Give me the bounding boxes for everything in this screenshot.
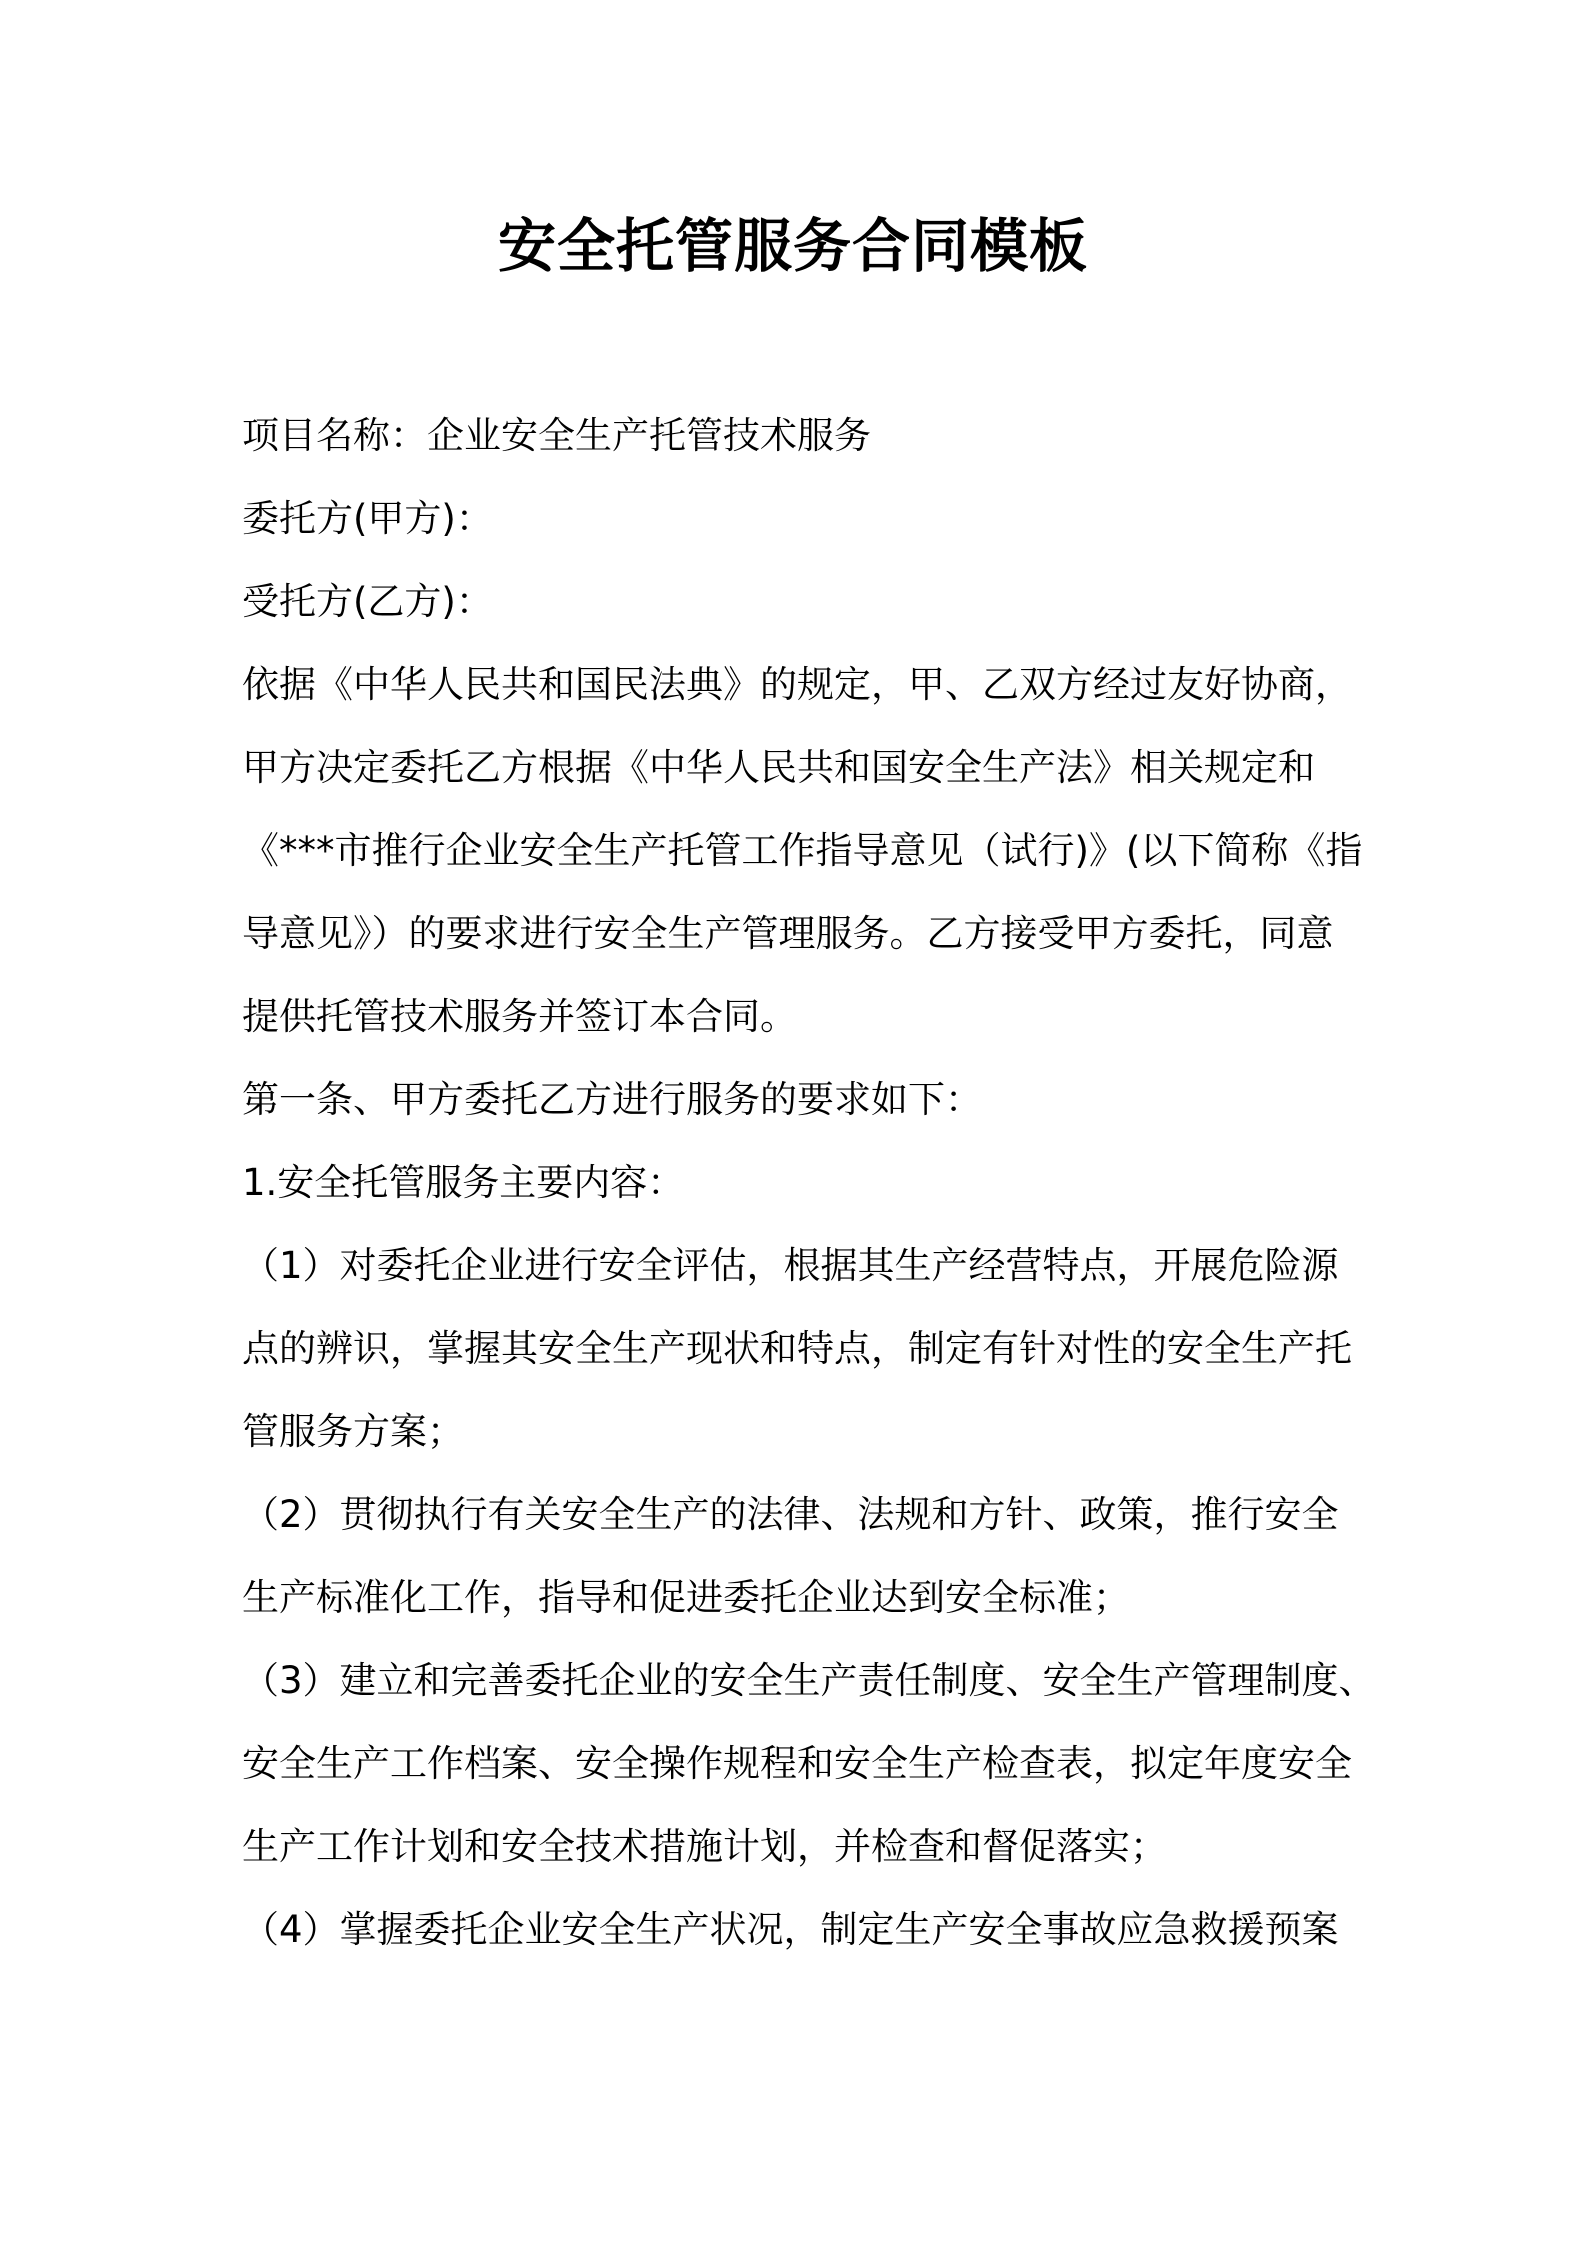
party-a-line: 委托方(甲方)： (242, 497, 493, 540)
clause-line: （3）建立和完善委托企业的安全生产责任制度、安全生产管理制度、 (242, 1659, 1376, 1702)
preamble-line: 提供托管技术服务并签订本合同。 (242, 995, 797, 1038)
clause-line: （1）对委托企业进行安全评估，根据其生产经营特点，开展危险源 (242, 1244, 1339, 1287)
preamble-line: 《***市推行企业安全生产托管工作指导意见（试行)》(以下简称《指 (242, 829, 1363, 872)
clause-line: 安全生产工作档案、安全操作规程和安全生产检查表，拟定年度安全 (242, 1742, 1352, 1785)
preamble-line: 导意见》）的要求进行安全生产管理服务。乙方接受甲方委托，同意 (242, 912, 1334, 955)
project-name-line: 项目名称：企业安全生产托管技术服务 (242, 414, 871, 457)
document-title: 安全托管服务合同模板 (497, 212, 1088, 280)
clause-line: 生产标准化工作，指导和促进委托企业达到安全标准； (242, 1576, 1130, 1619)
article-heading: 第一条、甲方委托乙方进行服务的要求如下： (242, 1078, 982, 1121)
preamble-line: 甲方决定委托乙方根据《中华人民共和国安全生产法》相关规定和 (242, 746, 1315, 789)
clause-line: （2）贯彻执行有关安全生产的法律、法规和方针、政策，推行安全 (242, 1493, 1339, 1536)
document-body (242, 394, 1376, 1971)
clause-line: （4）掌握委托企业安全生产状况，制定生产安全事故应急救援预案 (242, 1908, 1339, 1951)
section-heading: 1.安全托管服务主要内容： (242, 1161, 685, 1204)
party-b-line: 受托方(乙方)： (242, 580, 493, 623)
preamble-line: 依据《中华人民共和国民法典》的规定，甲、乙双方经过友好协商， (242, 663, 1352, 706)
clause-line: 点的辨识，掌握其安全生产现状和特点，制定有针对性的安全生产托 (242, 1327, 1352, 1370)
clause-line: 管服务方案； (242, 1410, 464, 1453)
clause-line: 生产工作计划和安全技术措施计划，并检查和督促落实； (242, 1825, 1167, 1868)
